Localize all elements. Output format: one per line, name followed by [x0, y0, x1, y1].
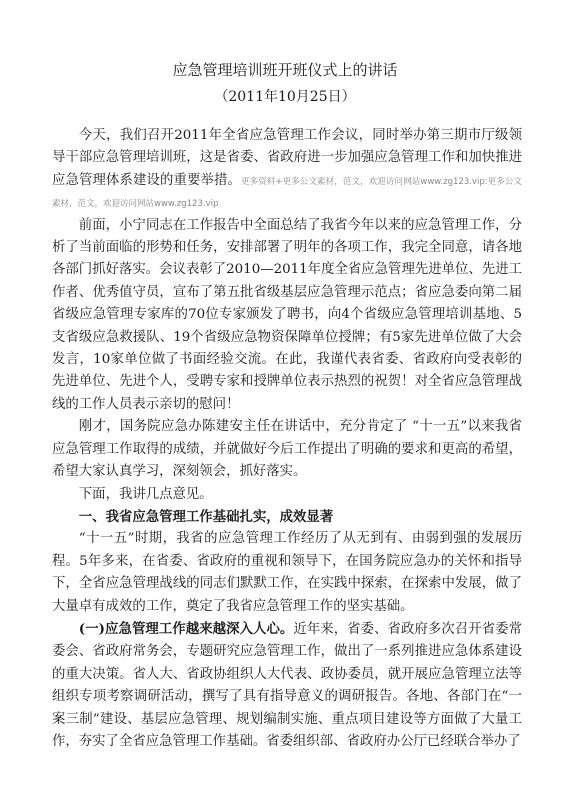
watermark-text: 更多资料+更多公文素材，范文，欢迎访问网站www.zg123.vip:更多公文素材，范文，欢迎访问网站www.zg123.vip [52, 176, 523, 210]
paragraph-history: “十一五”时期，我省的应急管理工作经历了从无到有、由弱到强的发展历程。5年多来，在省委、省政府的重视和领导下，在国务院应急办的关怀和指导下，全省应急管理战线的同志们默默工作，在实践中探索，在探索中发展，做了大量卓有成效的工作，奠定了我省应急管理工作的坚实基础。 [52, 531, 522, 614]
document-body [52, 125, 522, 753]
paragraph-text: 近年来，省委、省政府多次召开省委常委会、省政府常务会，专题研究应急管理工作，做出了一系列推进应急体系建设的重大决策。省人大、省政协组织人大代表、政协委员，就开展应急管理立法等组织专项考察调研活动，撰写了具有指导意义的调研报告。各地、各部门在“一案三制”建设、基层应急管理、规划编制实施、重点项目建设等方面做了大量工作，夯实了全省应急管理工作基础。省委组织部、省政府办公厅已经联合举办了 [52, 621, 522, 749]
paragraph-review: 前面，小宁同志在工作报告中全面总结了我省今年以来的应急管理工作，分析了当前面临的形势和任务，安排部署了明年的各项工作，我完全同意，请各地各部门抓好落实。会议表彰了2010—2011年度全省应急管理先进单位、先进工作者、优秀值守员，宣布了第五批省级基层应急管理示范点；省应急委向第二届省级应急管理专家库的70位专家颁发了聘书，向4个省级应急管理培训基地、5支省级应急救援队、19个省级应急物资保障单位授牌；有5家先进单位做了大会发言，10家单位做了书面经验交流。在此，我谨代表省委、省政府向受表彰的先进单位、先进个人，受聘专家和授牌单位表示热烈的祝贺！对全省应急管理战线的工作人员表示亲切的慰问！ [52, 217, 522, 412]
section-heading: 一、我省应急管理工作基础扎实，成效显著 [78, 508, 334, 525]
document-date: （2011年10月25日） [214, 89, 356, 105]
paragraph-opening [52, 125, 522, 215]
paragraph-remarks: 刚才，国务院应急办陈建安主任在讲话中，充分肯定了 “十一五”以来我省应急管理工作取得的成绩，并就做好今后工作提出了明确的要求和更高的希望，希望大家认真学习，深刻领会，抓好落实。 [52, 419, 522, 480]
document-title: 应急管理培训班开班仪式上的讲话 [172, 61, 398, 79]
subsection-lead: (一)应急管理工作越来越深入人心。 [78, 620, 294, 637]
paragraph-intro: 下面，我讲几点意见。 [78, 486, 213, 502]
paragraph-text: 今天，我们召开2011年全省应急管理工作会议，同时举办第三期市厅级领导干部应急管理培训班，这是省委、省政府进一步加强应急管理工作和加快推进应急管理体系建设的重要举措。 [52, 128, 522, 188]
paragraph-subsection [52, 618, 522, 753]
